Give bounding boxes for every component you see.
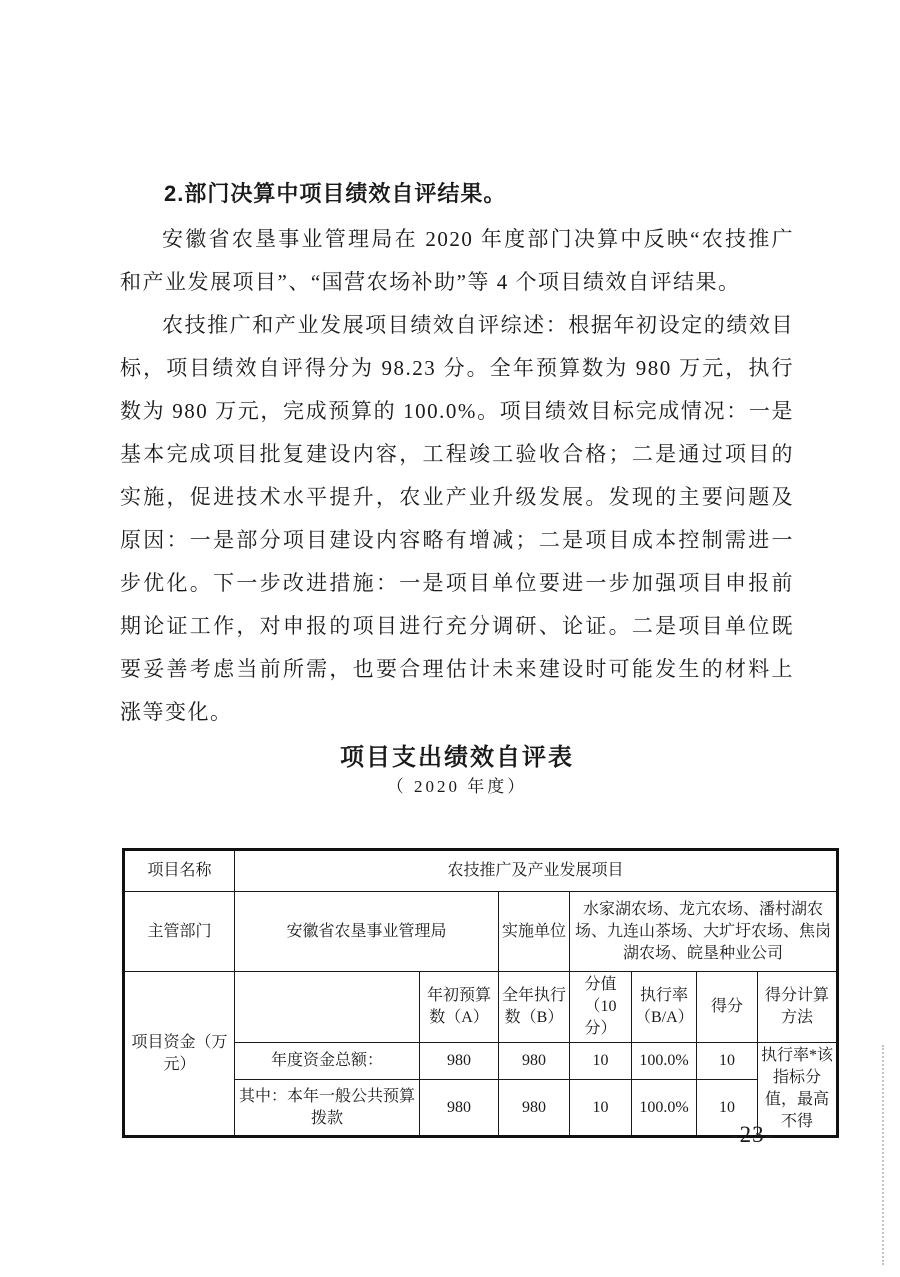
funds-row-public-points: 10 — [570, 1080, 632, 1137]
funds-row-public-budget: 980 — [420, 1080, 499, 1137]
page-number: -23- — [731, 1122, 774, 1147]
paragraph-evaluation-detail: 农技推广和产业发展项目绩效自评综述：根据年初设定的绩效目标，项目绩效自评得分为 98.23 分。全年预算数为 980 万元，执行数为 980 万元，完成预算的 100.0%。项目绩效目标完成情况：一是基本完成项目批复建设内容，工程竣工验收合格；二是通过项目的实施，促进技术水平提升，农业产业升级发展。发现的主要问题及原因：一是部分项目建设内容略有增减；二是项目成本控制需进一步优化。下一步改进措施：一是项目单位要进一步加强项目申报前期论证工作，对申报的项目进行充分调研、论证。二是项目单位既要妥善考虑当前所需，也要合理估计未来建设时可能发生的材料上涨等变化。 — [120, 313, 794, 724]
scan-artifact-line — [882, 1045, 884, 1265]
funds-col-header-budget: 年初预算数（A） — [420, 972, 499, 1043]
funds-col-header-rate: 执行率（B/A） — [632, 972, 697, 1043]
project-name-label: 项目名称 — [124, 850, 235, 892]
funds-row-total-score: 10 — [697, 1043, 758, 1080]
funds-row-total-rate: 100.0% — [632, 1043, 697, 1080]
funds-row-public-executed: 980 — [499, 1080, 570, 1137]
funds-col-header-points: 分值（10分） — [570, 972, 632, 1043]
funds-row-public-score: 10 — [697, 1080, 758, 1137]
project-name-value: 农技推广及产业发展项目 — [235, 850, 838, 892]
table-title: 项目支出绩效自评表 — [340, 744, 574, 771]
department-value: 安徽省农垦事业管理局 — [235, 892, 499, 972]
table-subtitle-year: （ 2020 年度） — [386, 777, 528, 796]
funds-row-total-executed: 980 — [499, 1043, 570, 1080]
implementer-label: 实施单位 — [499, 892, 570, 972]
funds-col-header-executed: 全年执行数（B） — [499, 972, 570, 1043]
funds-row-public-rate: 100.0% — [632, 1080, 697, 1137]
table-row — [124, 850, 838, 892]
funds-col-header-method: 得分计算方法 — [758, 972, 838, 1043]
funds-row-total-points: 10 — [570, 1043, 632, 1080]
implementer-value: 水家湖农场、龙亢农场、潘村湖农场、九连山茶场、大圹圩农场、焦岗湖农场、皖垦种业公司 — [570, 892, 838, 972]
table-row — [124, 972, 838, 1043]
funds-row-public-label: 其中：本年一般公共预算拨款 — [235, 1080, 420, 1137]
funds-label: 项目资金（万元） — [124, 972, 235, 1137]
funds-score-method: 执行率*该指标分值，最高不得 — [758, 1043, 838, 1137]
table-row — [124, 892, 838, 972]
funds-row-total-label: 年度资金总额： — [235, 1043, 420, 1080]
section-heading: 2.部门决算中项目绩效自评结果。 — [164, 181, 507, 206]
paragraph-summary: 安徽省农垦事业管理局在 2020 年度部门决算中反映“农技推广和产业发展项目”、“国营农场补助”等 4 个项目绩效自评结果。 — [120, 227, 794, 294]
department-label: 主管部门 — [124, 892, 235, 972]
document-body — [120, 170, 794, 800]
funds-subheader-empty — [235, 972, 420, 1043]
funds-row-total-budget: 980 — [420, 1043, 499, 1080]
funds-col-header-score: 得分 — [697, 972, 758, 1043]
performance-self-evaluation-table — [122, 848, 839, 1138]
